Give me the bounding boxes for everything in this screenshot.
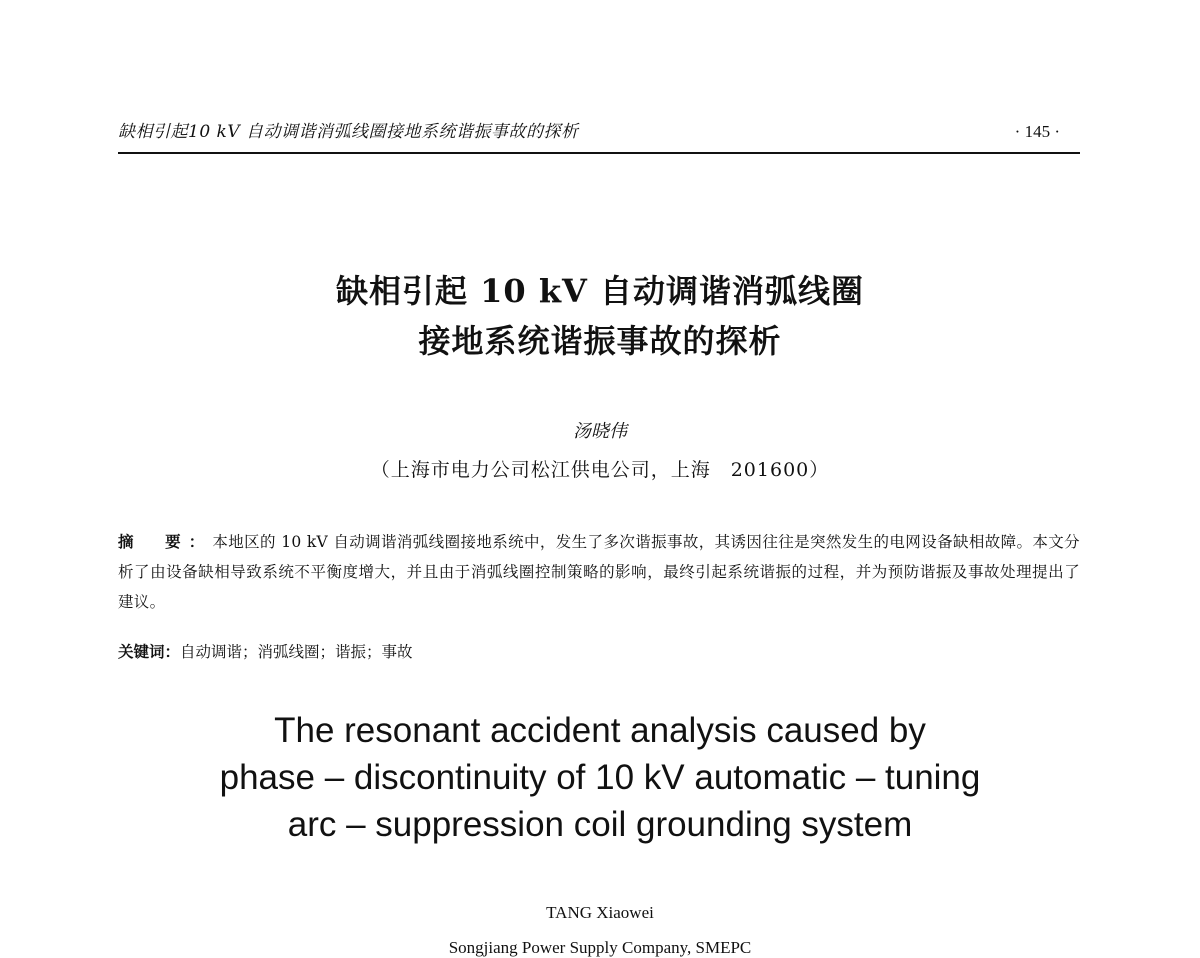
affiliation-english: Songjiang Power Supply Company, SMEPC — [448, 938, 752, 957]
abstract-label: 摘 要： — [118, 532, 213, 551]
english-title-line-2: phase – discontinuity of 10 kV automatic – tuning — [219, 758, 981, 797]
keywords-label: 关键词： — [118, 642, 181, 661]
keywords-text: 自动调谐；消弧线圈；谐振；事故 — [180, 643, 413, 661]
running-header — [118, 112, 1080, 154]
affiliation-chinese: （上海市电力公司松江供电公司，上海 201600） — [370, 459, 830, 481]
abstract — [118, 527, 1080, 617]
author-english: TANG Xiaowei — [546, 903, 654, 922]
keywords — [118, 637, 1080, 667]
chinese-title — [0, 266, 1200, 366]
english-title — [0, 707, 1200, 848]
english-title-line-1: The resonant accident analysis caused by — [274, 711, 926, 750]
page-number: · 145 · — [1014, 122, 1060, 141]
chinese-title-line-1: 缺相引起 10 kV 自动调谐消弧线圈 — [336, 272, 864, 310]
english-title-line-3: arc – suppression coil grounding system — [287, 805, 913, 844]
author-chinese: 汤晓伟 — [573, 421, 627, 442]
running-title: 缺相引起10 kV 自动调谐消弧线圈接地系统谐振事故的探析 — [118, 122, 579, 142]
abstract-text: 本地区的 10 kV 自动调谐消弧线圈接地系统中，发生了多次谐振事故，其诱因往往是突然发生的电网设备缺相故障。本文分析了由设备缺相导致系统不平衡度增大，并且由于消弧线圈控制策略的影响，最终引起系统谐振的过程，并为预防谐振及事故处理提出了建议。 — [118, 533, 1080, 611]
chinese-title-line-2: 接地系统谐振事故的探析 — [418, 322, 782, 360]
